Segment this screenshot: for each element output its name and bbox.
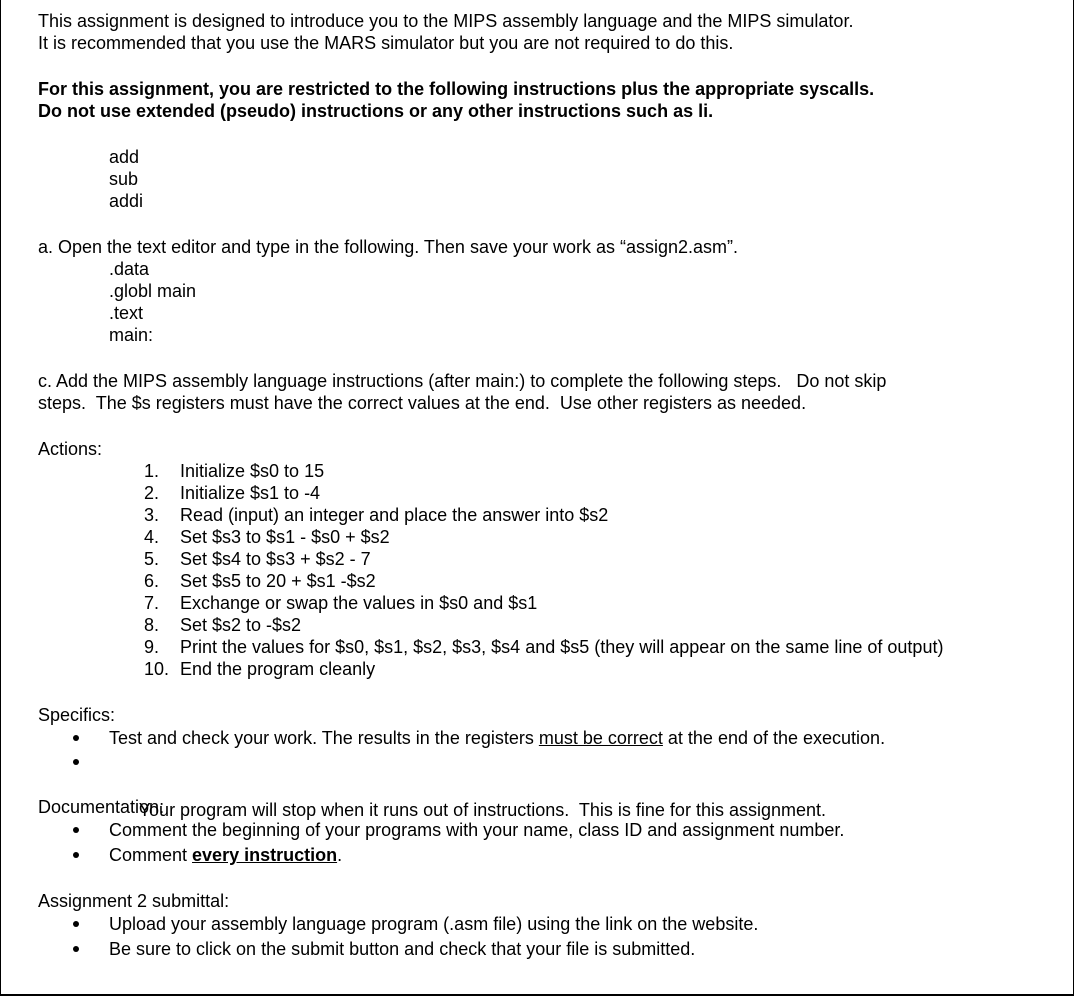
list-item [144, 658, 1068, 680]
list-item [38, 936, 1068, 962]
documentation-item-2-pre: Comment [109, 845, 193, 865]
part-a-text: a. Open the text editor and type in the following. Then save your work as “assign2.asm”. [38, 237, 739, 257]
restriction-line-2: Do not use extended (pseudo) instructions or any other instructions such as li. [38, 101, 714, 121]
allowed-instructions [38, 146, 1068, 212]
step-text: Set $s5 to 20 + $s1 -$s2 [180, 571, 376, 591]
instruction-sub: sub [109, 169, 139, 189]
step-number: 6. [144, 571, 160, 591]
step-number: 1. [144, 461, 160, 481]
bullet-icon [73, 735, 79, 741]
instruction-add: add [109, 147, 140, 167]
specifics-heading: Specifics: [38, 705, 116, 725]
bullet-icon [73, 827, 79, 833]
specifics-item-2: Your program will stop when it runs out of instructions. This is fine for this assignment. [138, 800, 827, 820]
step-number: 9. [144, 637, 160, 657]
list-item [38, 842, 1068, 868]
bullet-icon [73, 759, 79, 765]
document-content [38, 10, 1068, 962]
bullet-icon [73, 946, 79, 952]
submittal-heading: Assignment 2 submittal: [38, 891, 230, 911]
instruction-addi: addi [109, 191, 144, 211]
step-number: 3. [144, 505, 160, 525]
actions-list [38, 460, 1068, 680]
code-line: .text [109, 303, 144, 323]
step-number: 2. [144, 483, 160, 503]
list-item [38, 726, 1068, 750]
part-c-line-1: c. Add the MIPS assembly language instructions (after main:) to complete the following steps. Do not skip [38, 371, 887, 391]
documentation-item-2-emphasis: every instruction [192, 845, 338, 865]
step-number: 5. [144, 549, 160, 569]
list-item [144, 526, 1068, 548]
specifics-item-1-pre: Test and check your work. The results in the registers [109, 728, 539, 748]
list-item [144, 592, 1068, 614]
list-item [144, 614, 1068, 636]
list-item [144, 570, 1068, 592]
step-number: 8. [144, 615, 160, 635]
step-text: Set $s2 to -$s2 [180, 615, 302, 635]
documentation-heading: Documentation: [38, 797, 165, 817]
list-item [38, 912, 1068, 936]
list-item [144, 548, 1068, 570]
documentation-list [38, 818, 1068, 868]
step-text: End the program cleanly [180, 659, 376, 679]
intro-line-1: This assignment is designed to introduce you to the MIPS assembly language and the MIPS simulator. [38, 11, 854, 31]
specifics-item-1-post: at the end of the execution. [662, 728, 886, 748]
list-item [144, 504, 1068, 526]
step-number: 7. [144, 593, 160, 613]
code-line: .globl main [109, 281, 197, 301]
actions-heading: Actions: [38, 439, 103, 459]
list-item [144, 636, 1068, 658]
step-text: Print the values for $s0, $s1, $s2, $s3, $s4 and $s5 (they will appear on the same line of output) [180, 637, 944, 657]
part-c-line-2: steps. The $s registers must have the correct values at the end. Use other registers as needed. [38, 393, 807, 413]
submittal-list [38, 912, 1068, 962]
code-line: main: [109, 325, 154, 345]
list-item [38, 818, 1068, 842]
step-text: Read (input) an integer and place the answer into $s2 [180, 505, 609, 525]
documentation-item-1: Comment the beginning of your programs with your name, class ID and assignment number. [109, 820, 845, 840]
intro-line-2: It is recommended that you use the MARS simulator but you are not required to do this. [38, 33, 734, 53]
submittal-item-1: Upload your assembly language program (.asm file) using the link on the website. [109, 914, 759, 934]
list-item [144, 482, 1068, 504]
step-text: Exchange or swap the values in $s0 and $s1 [180, 593, 538, 613]
specifics-item-1-emphasis: must be correct [538, 728, 663, 748]
step-text: Initialize $s1 to -4 [180, 483, 321, 503]
part-a-code [38, 258, 1068, 346]
bullet-icon [73, 852, 79, 858]
documentation-item-2-post: . [337, 845, 343, 865]
code-line: .data [109, 259, 150, 279]
submittal-item-2: Be sure to click on the submit button and check that your file is submitted. [109, 939, 696, 959]
bullet-icon [73, 921, 79, 927]
restriction-line-1: For this assignment, you are restricted to the following instructions plus the appropriate syscalls. [38, 79, 875, 99]
step-text: Set $s3 to $s1 - $s0 + $s2 [180, 527, 390, 547]
step-number: 10. [144, 659, 170, 679]
step-text: Set $s4 to $s3 + $s2 - 7 [180, 549, 371, 569]
step-number: 4. [144, 527, 160, 547]
list-item [144, 460, 1068, 482]
step-text: Initialize $s0 to 15 [180, 461, 325, 481]
